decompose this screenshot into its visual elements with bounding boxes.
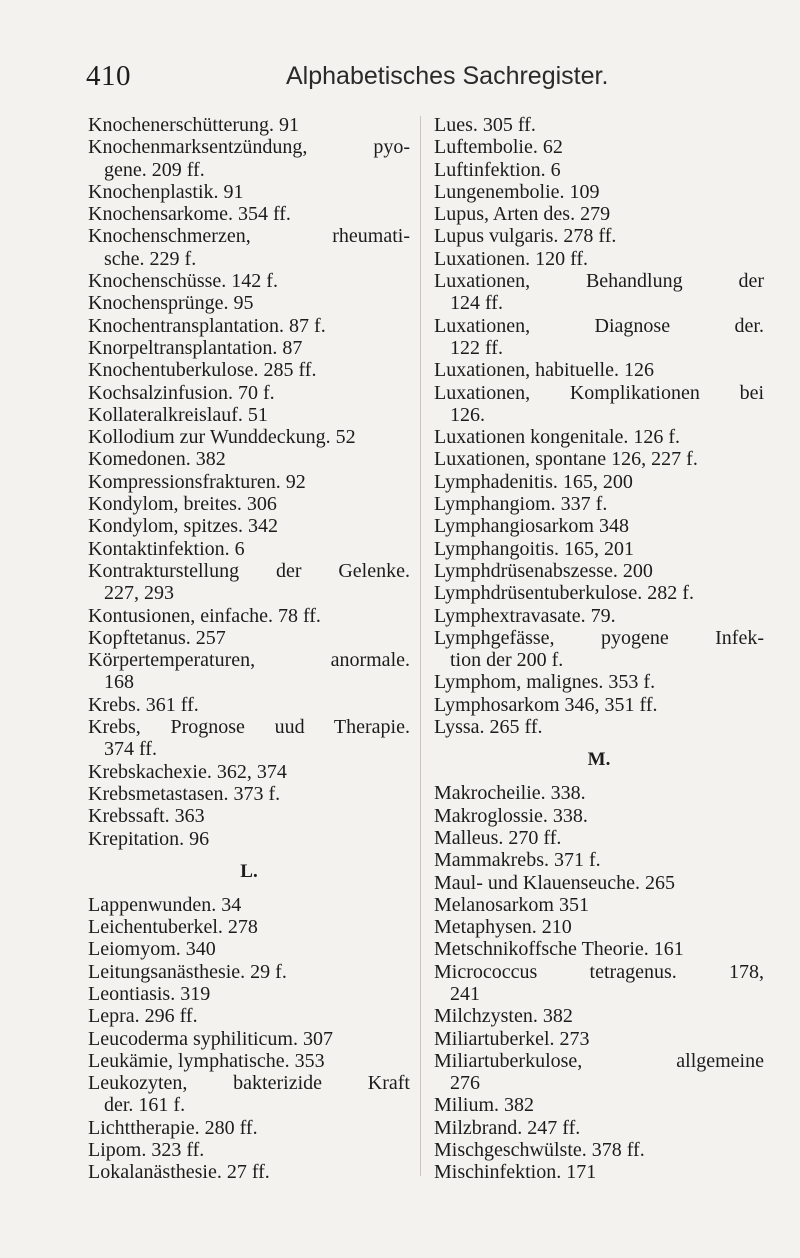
index-entry: [434, 1094, 764, 1116]
index-entry: [434, 248, 764, 270]
index-entry: [434, 894, 764, 916]
section-letter: M.: [587, 749, 611, 771]
index-entry: [434, 136, 764, 158]
index-entry: [88, 136, 410, 181]
index-entry: [88, 938, 410, 960]
entry-line: Luxationen, Diagnose der.: [434, 314, 764, 337]
index-entry: [434, 315, 764, 360]
entry-line: Lymphangiosarkom 348: [434, 515, 629, 538]
entry-line: Luftinfektion. 6: [434, 158, 561, 181]
entry-line: Milium. 382: [434, 1094, 535, 1117]
entry-continuation-line: 227, 293: [104, 582, 174, 605]
index-entry: [434, 1050, 764, 1095]
entry-line: Lichttherapie. 280 ff.: [88, 1116, 258, 1139]
index-entry: [434, 916, 764, 938]
index-entry: [88, 426, 410, 448]
index-entry: [88, 382, 410, 404]
index-entry: [434, 203, 764, 225]
entry-line: Lungenembolie. 109: [434, 180, 600, 203]
index-entry: [434, 181, 764, 203]
entry-line: Lues. 305 ff.: [434, 114, 536, 136]
index-entry: [88, 649, 410, 694]
entry-line: Knochenschüsse. 142 f.: [88, 270, 278, 293]
entry-continuation-line: 168: [104, 671, 134, 694]
entry-line: Körpertemperaturen, anormale.: [88, 649, 410, 672]
index-entry: [434, 493, 764, 515]
entry-line: Komedonen. 382: [88, 448, 226, 471]
entry-line: Leiomyom. 340: [88, 938, 216, 961]
index-entry: [434, 471, 764, 493]
entry-line: Luxationen, Behandlung der: [434, 270, 764, 293]
index-entry: [88, 337, 410, 359]
entry-continuation-line: der. 161 f.: [104, 1094, 186, 1117]
entry-line: Knochenerschütterung. 91: [88, 114, 300, 136]
index-entry: [434, 961, 764, 1006]
entry-line: Micrococcus tetragenus. 178,: [434, 960, 764, 983]
index-entry: [88, 1161, 410, 1183]
index-entry: [434, 827, 764, 849]
index-entry: [88, 694, 410, 716]
entry-line: Metaphysen. 210: [434, 916, 572, 939]
entry-line: Lymphosarkom 346, 351 ff.: [434, 693, 658, 716]
entry-line: Lymphadenitis. 165, 200: [434, 470, 633, 493]
index-entry: [88, 315, 410, 337]
entry-line: Knochentuberkulose. 285 ff.: [88, 359, 317, 382]
index-entry: [88, 1050, 410, 1072]
entry-line: Knochenmarksentzündung, pyo-: [88, 136, 410, 159]
entry-line: Kopftetanus. 257: [88, 626, 226, 649]
index-entry: [88, 1028, 410, 1050]
entry-line: Leitungsanästhesie. 29 f.: [88, 960, 287, 983]
entry-line: Makroglossie. 338.: [434, 804, 588, 827]
index-entry: [88, 404, 410, 426]
index-entry: [88, 203, 410, 225]
entry-line: Lyssa. 265 ff.: [434, 716, 543, 739]
entry-line: Lymphextravasate. 79.: [434, 604, 616, 627]
entry-line: Krebs. 361 ff.: [88, 693, 199, 716]
index-entry: [434, 426, 764, 448]
entry-line: Metschnikoffsche Theorie. 161: [434, 938, 684, 961]
entry-line: Krebssaft. 363: [88, 805, 205, 828]
index-entry: [88, 114, 410, 136]
index-entry: [88, 493, 410, 515]
index-entry: [88, 828, 410, 850]
index-entry: [88, 560, 410, 605]
entry-line: Luxationen kongenitale. 126 f.: [434, 426, 681, 449]
entry-line: Mischinfektion. 171: [434, 1161, 597, 1184]
page-number: 410: [86, 60, 131, 92]
entry-line: Leontiasis. 319: [88, 982, 211, 1005]
index-entry: [434, 159, 764, 181]
index-entry: [434, 1005, 764, 1027]
index-entry: [88, 1005, 410, 1027]
index-entry: [434, 515, 764, 537]
entry-line: Luxationen, habituelle. 126: [434, 359, 654, 382]
index-entry: [88, 1117, 410, 1139]
entry-line: Lymphangiom. 337 f.: [434, 493, 608, 516]
entry-continuation-line: 126.: [450, 403, 485, 426]
entry-line: Melanosarkom 351: [434, 893, 589, 916]
entry-line: Leukozyten, bakterizide Kraft: [88, 1072, 410, 1095]
index-entry: [434, 938, 764, 960]
index-entry: [434, 270, 764, 315]
entry-continuation-line: 124 ff.: [450, 292, 503, 315]
entry-line: Knochentransplantation. 87 f.: [88, 314, 326, 337]
entry-line: Leucoderma syphiliticum. 307: [88, 1027, 333, 1050]
index-entry: [88, 961, 410, 983]
entry-line: Knorpeltransplantation. 87: [88, 336, 303, 359]
entry-line: Krebskachexie. 362, 374: [88, 760, 287, 783]
entry-line: Mischgeschwülste. 378 ff.: [434, 1139, 645, 1162]
entry-line: Luxationen, Komplikationen bei: [434, 381, 764, 404]
entry-line: Kontrakturstellung der Gelenke.: [88, 559, 410, 582]
entry-line: Lupus, Arten des. 279: [434, 203, 611, 226]
index-entry: [434, 605, 764, 627]
index-entry: [434, 582, 764, 604]
entry-line: Knochenplastik. 91: [88, 180, 244, 203]
entry-line: Luftembolie. 62: [434, 136, 563, 159]
index-entry: [88, 605, 410, 627]
index-column-right: [434, 114, 764, 1184]
page-title: Alphabetisches Sachregister.: [286, 62, 609, 90]
entry-line: Lymphom, malignes. 353 f.: [434, 671, 656, 694]
index-entry: [88, 270, 410, 292]
entry-line: Lupus vulgaris. 278 ff.: [434, 225, 617, 248]
index-entry: [434, 1139, 764, 1161]
entry-line: Leichentuberkel. 278: [88, 916, 258, 939]
index-entry: [434, 359, 764, 381]
index-entry: [434, 560, 764, 582]
entry-line: Maul- und Klauenseuche. 265: [434, 871, 676, 894]
entry-line: Lipom. 323 ff.: [88, 1139, 205, 1162]
entry-line: Lokalanästhesie. 27 ff.: [88, 1161, 270, 1184]
index-entry: [88, 515, 410, 537]
index-entry: [88, 538, 410, 560]
entry-line: Krepitation. 96: [88, 827, 210, 850]
index-entry: [434, 849, 764, 871]
entry-line: Luxationen. 120 ff.: [434, 247, 589, 270]
entry-line: Milchzysten. 382: [434, 1005, 573, 1028]
column-divider: [420, 116, 421, 1176]
entry-continuation-line: gene. 209 ff.: [104, 158, 205, 181]
page-header: [86, 60, 726, 100]
entry-continuation-line: 374 ff.: [104, 738, 157, 761]
index-entry: [88, 761, 410, 783]
index-entry: [434, 225, 764, 247]
entry-line: Luxationen, spontane 126, 227 f.: [434, 448, 698, 471]
index-entry: [434, 627, 764, 672]
index-entry: [434, 448, 764, 470]
entry-line: Knochenschmerzen, rheumati-: [88, 225, 410, 248]
index-entry: [434, 114, 764, 136]
entry-line: Miliartuberkel. 273: [434, 1027, 590, 1050]
entry-line: Krebsmetastasen. 373 f.: [88, 782, 281, 805]
index-entry: [88, 1139, 410, 1161]
entry-line: Milzbrand. 247 ff.: [434, 1116, 581, 1139]
index-entry: [434, 872, 764, 894]
entry-line: Lymphdrüsentuberkulose. 282 f.: [434, 582, 694, 605]
index-entry: [88, 894, 410, 916]
index-entry: [88, 916, 410, 938]
entry-line: Kontaktinfektion. 6: [88, 537, 245, 560]
index-entry: [434, 694, 764, 716]
entry-continuation-line: 241: [450, 982, 480, 1005]
entry-line: Kondylom, breites. 306: [88, 493, 277, 516]
index-entry: [88, 1072, 410, 1117]
index-entry: [88, 471, 410, 493]
index-entry: [88, 225, 410, 270]
index-entry: [434, 1028, 764, 1050]
entry-continuation-line: tion der 200 f.: [450, 649, 564, 672]
entry-line: Miliartuberkulose, allgemeine: [434, 1049, 764, 1072]
index-entry: [434, 382, 764, 427]
index-entry: [88, 448, 410, 470]
index-entry: [434, 538, 764, 560]
entry-line: Kompressionsfrakturen. 92: [88, 470, 306, 493]
index-entry: [88, 805, 410, 827]
entry-line: Kollodium zur Wunddeckung. 52: [88, 426, 356, 449]
entry-line: Lymphgefässe, pyogene Infek-: [434, 626, 764, 649]
index-column-left: [88, 114, 410, 1184]
entry-line: Kollateralkreislauf. 51: [88, 403, 268, 426]
entry-line: Lepra. 296 ff.: [88, 1005, 198, 1028]
entry-continuation-line: 276: [450, 1072, 480, 1095]
index-entry: [434, 716, 764, 738]
entry-line: Kochsalzinfusion. 70 f.: [88, 381, 275, 404]
index-entry: [88, 627, 410, 649]
entry-line: Kondylom, spitzes. 342: [88, 515, 278, 538]
entry-line: Makrocheilie. 338.: [434, 782, 586, 805]
entry-line: Lymphdrüsenabszesse. 200: [434, 559, 653, 582]
index-entry: [434, 805, 764, 827]
index-entry: [434, 782, 764, 804]
index-entry: [88, 783, 410, 805]
entry-line: Krebs, Prognose uud Therapie.: [88, 716, 410, 739]
index-entry: [88, 181, 410, 203]
index-entry: [434, 671, 764, 693]
entry-line: Malleus. 270 ff.: [434, 826, 562, 849]
entry-line: Mammakrebs. 371 f.: [434, 849, 601, 872]
index-entry: [434, 1117, 764, 1139]
entry-continuation-line: sche. 229 f.: [104, 247, 197, 270]
entry-line: Leukämie, lymphatische. 353: [88, 1049, 325, 1072]
entry-line: Knochensarkome. 354 ff.: [88, 203, 291, 226]
index-entry: [88, 359, 410, 381]
index-entry: [434, 1161, 764, 1183]
index-entry: [88, 292, 410, 314]
entry-line: Kontusionen, einfache. 78 ff.: [88, 604, 321, 627]
entry-continuation-line: 122 ff.: [450, 336, 503, 359]
entry-line: Lymphangoitis. 165, 201: [434, 537, 634, 560]
index-entry: [88, 983, 410, 1005]
entry-line: Lappenwunden. 34: [88, 893, 242, 916]
section-letter: L.: [240, 860, 258, 882]
entry-line: Knochensprünge. 95: [88, 292, 254, 315]
index-entry: [88, 716, 410, 761]
